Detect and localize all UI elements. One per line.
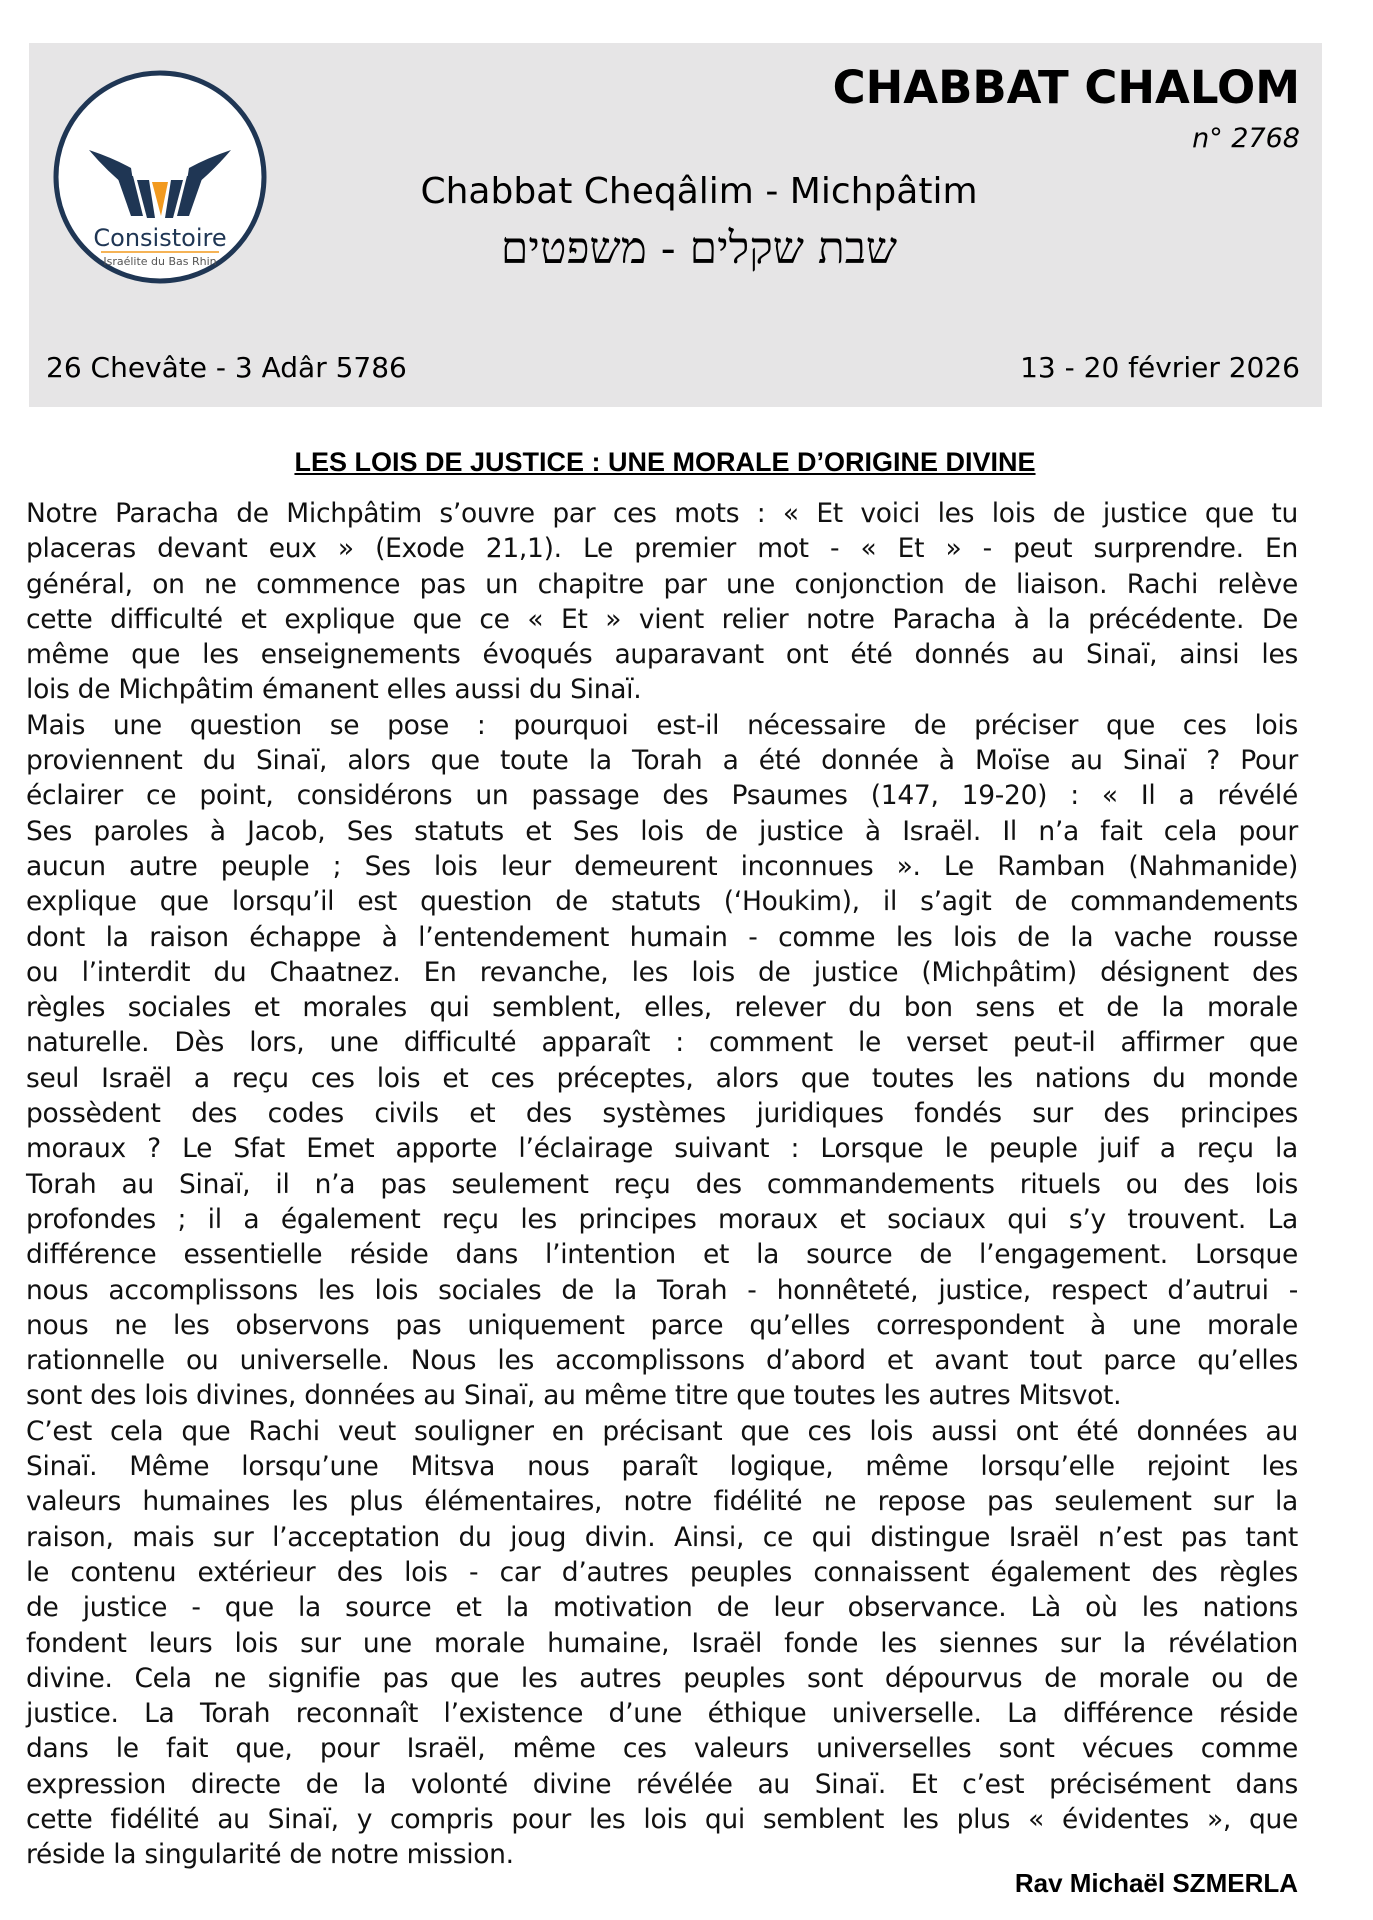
body-line: dans le fait que, pour Israël, même ces valeurs universelles sont vécues comme bbox=[26, 1733, 1298, 1765]
body-line: justice. La Torah reconnaît l’existence d’une éthique universelle. La différence réside bbox=[26, 1698, 1298, 1730]
parasha-name-hebrew: שבת שקלים - משפטים bbox=[500, 223, 898, 274]
body-line: réside la singularité de notre mission. bbox=[26, 1839, 514, 1871]
newsletter-header bbox=[29, 43, 1322, 407]
body-line: rationnelle ou universelle. Nous les accomplissons d’abord et avant tout parce qu’elles bbox=[26, 1345, 1298, 1377]
body-line: général, on ne commence pas un chapitre par une conjonction de liaison. Rachi relève bbox=[26, 568, 1298, 600]
body-line: possèdent des codes civils et des systèmes juridiques fondés sur des principes bbox=[26, 1098, 1298, 1130]
body-line: cette difficulté et explique que ce « Et » vient relier notre Paracha à la précédente. De bbox=[26, 603, 1298, 635]
body-line: moraux ? Le Sfat Emet apporte l’éclairage suivant : Lorsque le peuple juif a reçu la bbox=[26, 1133, 1298, 1165]
body-line: même que les enseignements évoqués auparavant ont été donnés au Sinaï, ainsi les bbox=[26, 639, 1298, 671]
body-line: nous ne les observons pas uniquement parce qu’elles correspondent à une morale bbox=[26, 1309, 1298, 1341]
body-line: Ses paroles à Jacob, Ses statuts et Ses lois de justice à Israël. Il n’a fait cela pour bbox=[26, 815, 1298, 847]
body-line: nous accomplissons les lois sociales de la Torah - honnêteté, justice, respect d’autrui - bbox=[26, 1274, 1298, 1306]
body-line: proviennent du Sinaï, alors que toute la Torah a été donnée à Moïse au Sinaï ? Pour bbox=[26, 745, 1298, 777]
newsletter-title: CHABBAT CHALOM bbox=[832, 61, 1300, 114]
body-line: ou l’interdit du Chaatnez. En revanche, les lois de justice (Michpâtim) désignent des bbox=[26, 956, 1298, 988]
body-line: le contenu extérieur des lois - car d’autres peuples connaissent également des règles bbox=[26, 1556, 1298, 1588]
gregorian-date: 13 - 20 février 2026 bbox=[1020, 351, 1300, 384]
body-line: placeras devant eux » (Exode 21,1). Le premier mot - « Et » - peut surprendre. En bbox=[26, 533, 1298, 565]
body-line: Torah au Sinaï, il n’a pas seulement reçu des commandements rituels ou des lois bbox=[26, 1168, 1298, 1200]
body-line: Sinaï. Même lorsqu’une Mitsva nous paraît logique, même lorsqu’elle rejoint les bbox=[26, 1451, 1298, 1483]
body-line: expression directe de la volonté divine révélée au Sinaï. Et c’est précisément dans bbox=[26, 1768, 1298, 1800]
body-line: aucun autre peuple ; Ses lois leur demeurent inconnues ». Le Ramban (Nahmanide) bbox=[26, 850, 1298, 882]
body-line: de justice - que la source et la motivation de leur observance. Là où les nations bbox=[26, 1592, 1298, 1624]
body-line: naturelle. Dès lors, une difficulté apparaît : comment le verset peut-il affirmer que bbox=[26, 1027, 1298, 1059]
body-line: sont des lois divines, données au Sinaï, au même titre que toutes les autres Mitsvot. bbox=[26, 1380, 1122, 1412]
body-line: lois de Michpâtim émanent elles aussi du Sinaï. bbox=[26, 674, 642, 706]
body-line: éclairer ce point, considérons un passage des Psaumes (147, 19-20) : « Il a révélé bbox=[26, 780, 1298, 812]
body-line: dont la raison échappe à l’entendement humain - comme les lois de la vache rousse bbox=[26, 921, 1298, 953]
author-signature: Rav Michaël SZMERLA bbox=[1014, 1868, 1298, 1898]
body-line: explique que lorsqu’il est question de statuts (‘Houkim), il s’agit de commandements bbox=[26, 886, 1298, 918]
body-line: raison, mais sur l’acceptation du joug divin. Ainsi, ce qui distingue Israël n’est pas tant bbox=[26, 1521, 1298, 1553]
body-line: Mais une question se pose : pourquoi est-il nécessaire de préciser que ces lois bbox=[26, 709, 1298, 741]
body-line: Notre Paracha de Michpâtim s’ouvre par ces mots : « Et voici les lois de justice que tu bbox=[26, 498, 1298, 529]
body-line: valeurs humaines les plus élémentaires, notre fidélité ne repose pas seulement sur la bbox=[26, 1486, 1298, 1518]
logo-subtitle: Israélite du Bas Rhin bbox=[103, 255, 217, 268]
body-line: règles sociales et morales qui semblent, elles, relever du bon sens et de la morale bbox=[26, 992, 1298, 1024]
body-line: divine. Cela ne signifie pas que les autres peuples sont dépourvus de morale ou de bbox=[26, 1662, 1298, 1694]
body-line: profondes ; il a également reçu les principes moraux et sociaux qui s’y trouvent. La bbox=[26, 1203, 1298, 1235]
body-line: fondent leurs lois sur une morale humaine, Israël fonde les siennes sur la révélation bbox=[26, 1627, 1298, 1659]
body-line: C’est cela que Rachi veut souligner en précisant que ces lois aussi ont été données au bbox=[26, 1415, 1298, 1447]
body-line: cette fidélité au Sinaï, y compris pour les lois qui semblent les plus « évidentes », que bbox=[26, 1803, 1298, 1835]
issue-number: n° 2768 bbox=[1192, 123, 1300, 154]
article-body bbox=[26, 496, 1298, 1873]
logo-name: Consistoire bbox=[93, 224, 227, 252]
article-title: LES LOIS DE JUSTICE : UNE MORALE D’ORIGINE DIVINE bbox=[294, 447, 1036, 477]
body-line: différence essentielle réside dans l’intention et la source de l’engagement. Lorsque bbox=[26, 1239, 1298, 1271]
hebrew-date: 26 Chevâte - 3 Adâr 5786 bbox=[46, 351, 407, 384]
parasha-name-french: Chabbat Cheqâlim - Michpâtim bbox=[420, 171, 978, 212]
body-line: seul Israël a reçu ces lois et ces préceptes, alors que toutes les nations du monde bbox=[26, 1062, 1298, 1094]
